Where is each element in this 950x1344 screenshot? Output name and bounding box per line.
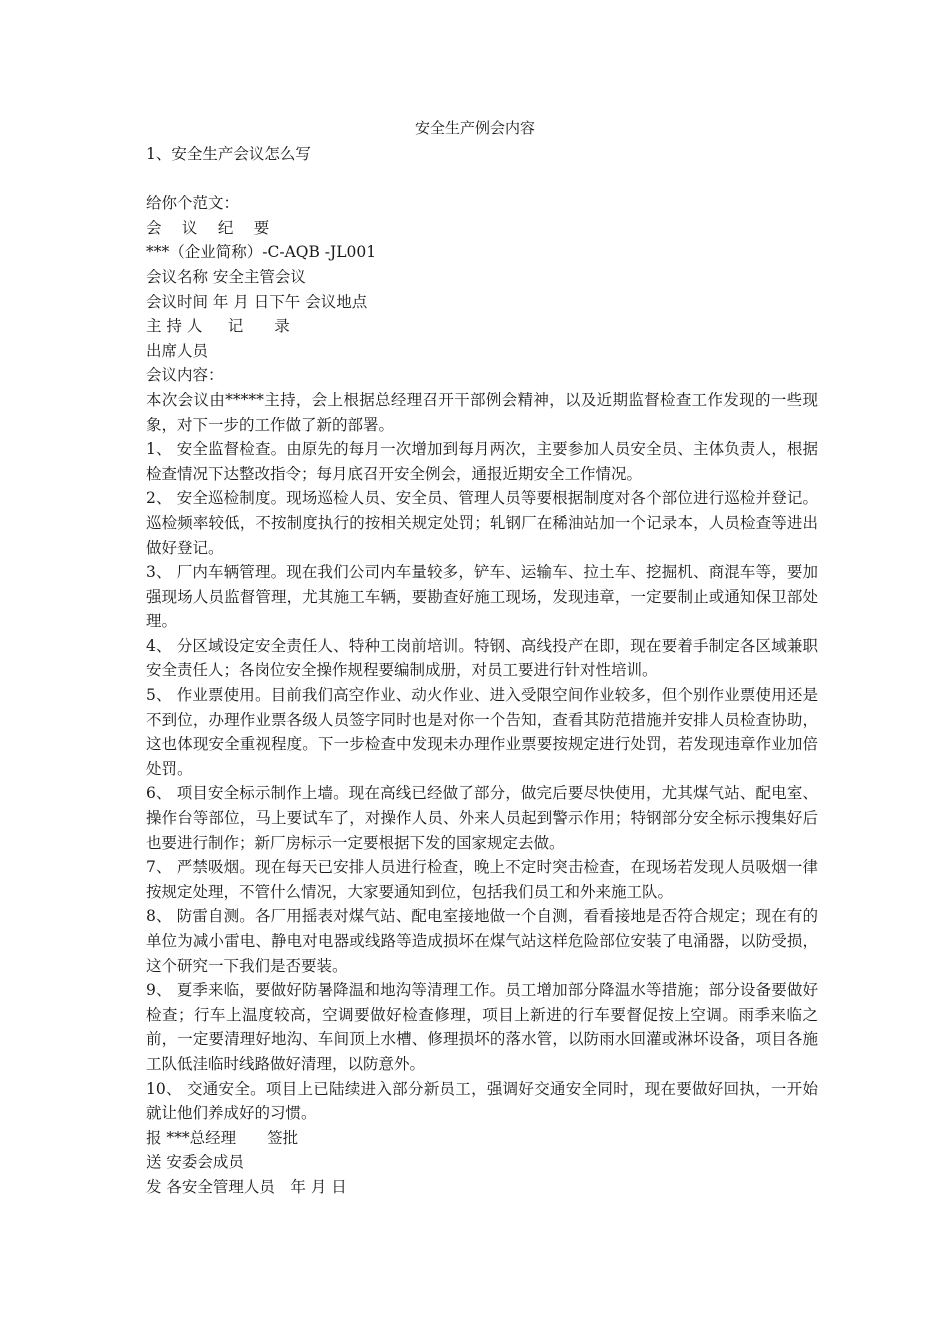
meeting-time: 会议时间 年 月 日下午 会议地点 — [146, 292, 368, 311]
page-title: 安全生产例会内容 — [414, 119, 535, 137]
opening-paragraph: 本次会议由*****主持，会上根据总经理召开干部例会精神，以及近期监督检查工作发现的一些现象，对下一步的工作做了新的部署。 — [146, 390, 818, 434]
item-paragraph: 1、 安全监督检查。由原先的每月一次增加到每月两次，主要参加人员安全员、主体负责人，根据检查情况下达整改指令；每月底召开安全例会，通报近期安全工作情况。 — [146, 440, 818, 483]
item-paragraph: 4、 分区域设定安全责任人、特种工岗前培训。特钢、高线投产在即，现在要着手制定各区域兼职安全责任人；各岗位安全操作规程要编制成册，对员工要进行针对性培训。 — [146, 636, 818, 680]
item-paragraph: 8、 防雷自测。各厂用摇表对煤气站、配电室接地做一个自测，看看接地是否符合规定；现在有的单位为减小雷电、静电对电器或线路等造成损坏在煤气站这样危险部位安装了电涌器，以防受损，这个研究一下我们是否要装。 — [146, 907, 818, 975]
item-paragraph: 5、 作业票使用。目前我们高空作业、动火作业、进入受限空间作业较多，但个别作业票使用还是不到位，办理作业票各级人员签字同时也是对你一个告知，查看其防范措施并安排人员检查协助，这也体现安全重视程度。下一步检查中发现未办理作业票要按规定进行处罚，若发现违章作业加倍处罚。 — [146, 686, 818, 778]
content-label: 会议内容： — [146, 366, 224, 385]
item-paragraph: 10、 交通安全。项目上已陆续进入部分新员工，强调好交通安全同时，现在要做好回执，一开始就让他们养成好的习惯。 — [146, 1079, 818, 1123]
issue-line: 发 各安全管理人员 年 月 日 — [146, 1177, 347, 1196]
section-heading: 1、安全生产会议怎么写 — [146, 145, 311, 163]
doc-title: 会 议 纪 要 — [146, 218, 270, 237]
send-line: 送 安委会成员 — [146, 1153, 244, 1172]
document-body — [146, 142, 818, 1200]
intro-text: 给你个范文： — [146, 194, 240, 213]
attendees: 出席人员 — [146, 341, 209, 360]
item-paragraph: 9、 夏季来临，要做好防暑降温和地沟等清理工作。员工增加部分降温水等措施；部分设备要做好检查；行车上温度较高，空调要做好检查修理，项目上新进的行车要督促按上空调。雨季来临之前，一定要清理好地沟、车间顶上水槽、修理损坏的落水管，以防雨水回灌或淋坏设备，项目各施工队低洼临时线路做好清理，以防意外。 — [146, 981, 818, 1073]
meeting-name: 会议名称 安全主管会议 — [146, 267, 306, 286]
item-paragraph: 3、 厂内车辆管理。现在我们公司内车量较多，铲车、运输车、拉土车、挖掘机、商混车等，要加强现场人员监督管理，尤其施工车辆，要勘查好施工现场，发现违章，一定要制止或通知保卫部处理。 — [146, 563, 818, 631]
item-paragraph: 6、 项目安全标示制作上墙。现在高线已经做了部分，做完后要尽快使用，尤其煤气站、配电室、操作台等部位，马上要试车了，对操作人员、外来人员起到警示作用；特钢部分安全标示搜集好后也要进行制作；新厂房标示一定要根据下发的国家规定去做。 — [146, 784, 818, 852]
item-paragraph: 7、 严禁吸烟。现在每天已安排人员进行检查，晚上不定时突击检查，在现场若发现人员吸烟一律按规定处理，不管什么情况，大家要通知到位，包括我们员工和外来施工队。 — [146, 858, 818, 901]
item-paragraph: 2、 安全巡检制度。现场巡检人员、安全员、管理人员等要根据制度对各个部位进行巡检并登记。巡检频率较低，不按制度执行的按相关规定处罚；轧钢厂在稀油站加一个记录本，人员检查等进出做好登记。 — [146, 489, 818, 557]
doc-code: ***（企业简称）-C-AQB -JL001 — [146, 243, 377, 262]
blank-line — [146, 167, 818, 192]
report-line: 报 ***总经理 签批 — [146, 1128, 299, 1147]
host-recorder: 主 持 人 记 录 — [146, 317, 290, 336]
